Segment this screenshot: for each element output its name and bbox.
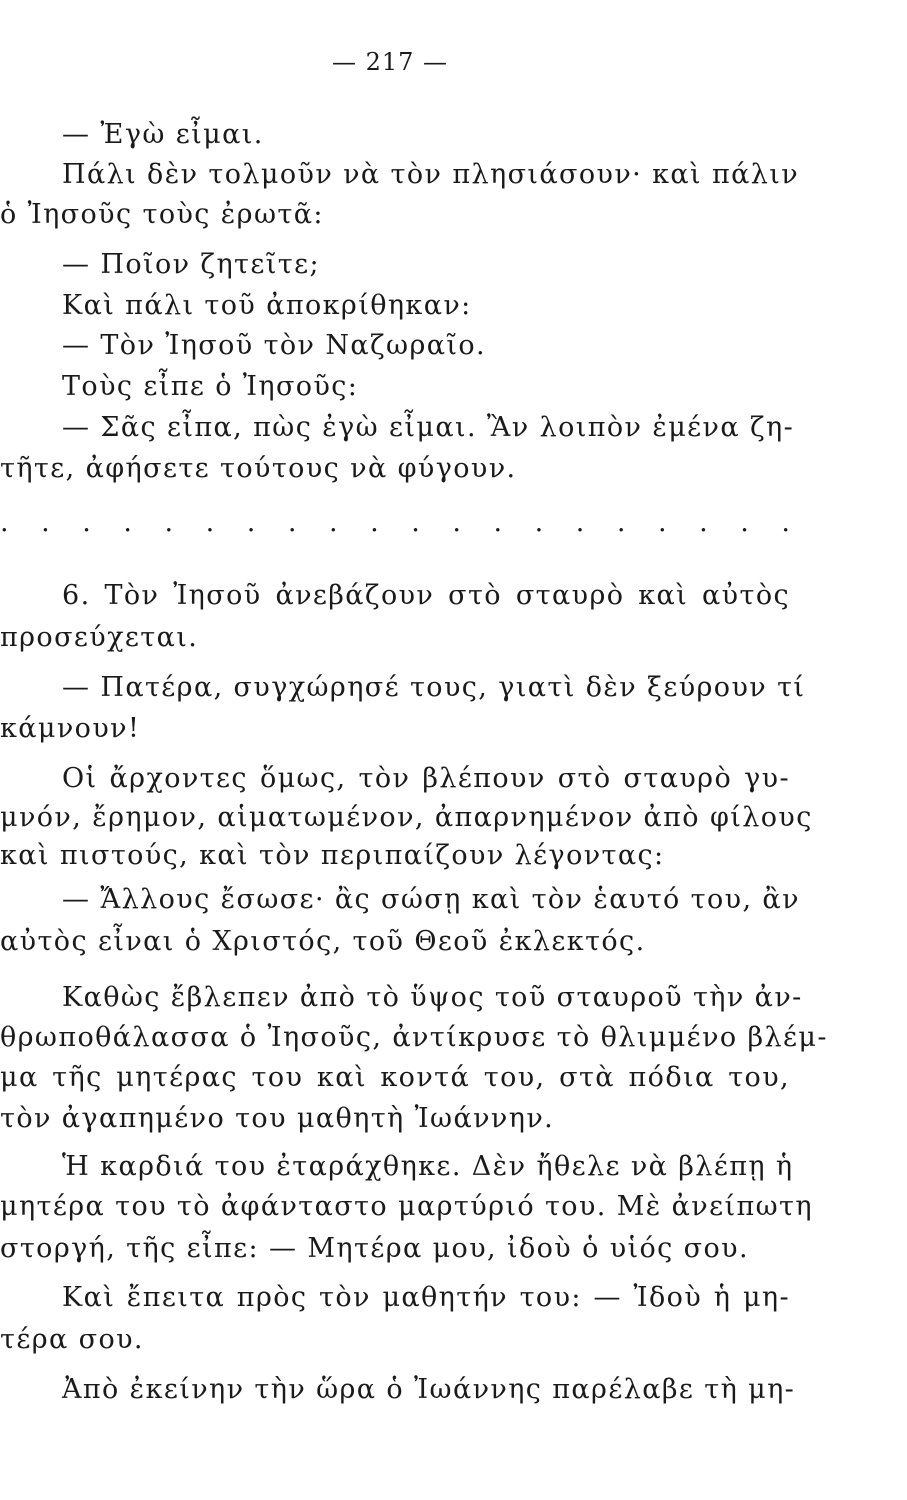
text-line: — Πατέρα, συγχώρησέ τους, γιατὶ δὲν ξεύρουν τί <box>62 672 806 703</box>
text-line: — Σᾶς εἶπα, πὼς ἐγὼ εἶμαι. Ἂν λοιπὸν ἐμένα ζη- <box>62 412 795 443</box>
text-line: — Τὸν Ἰησοῦ τὸν Ναζωραῖο. <box>62 330 486 361</box>
text-line: καὶ πιστούς, καὶ τὸν περιπαίζουν λέγοντας: <box>0 840 665 871</box>
text-line: Τοὺς εἶπε ὁ Ἰησοῦς: <box>62 371 359 402</box>
text-line: αὐτὸς εἶναι ὁ Χριστός, τοῦ Θεοῦ ἐκλεκτός. <box>0 926 646 957</box>
ellipsis-separator: . . . . . . . . . . . . . . . . . . . . <box>0 507 790 538</box>
page-number: — 217 — <box>331 48 449 76</box>
text-line: τέρα σου. <box>0 1324 144 1355</box>
text-line: Ἀπὸ ἐκείνην τὴν ὥρα ὁ Ἰωάννης παρέλαβε τὴ μη- <box>62 1374 796 1405</box>
text-line: στοργή, τῆς εἶπε: — Μητέρα μου, ἰδοὺ ὁ υἱός σου. <box>0 1233 749 1264</box>
text-line: 6. Τὸν Ἰησοῦ ἀνεβάζουν στὸ σταυρὸ καὶ αὐτὸς <box>62 580 790 611</box>
text-line: Καθὼς ἔβλεπεν ἀπὸ τὸ ὕψος τοῦ σταυροῦ τὴν ἀν- <box>62 982 803 1013</box>
text-line: θρωποθάλασσα ὁ Ἰησοῦς, ἀντίκρυσε τὸ θλιμμένο βλέμ- <box>0 1022 828 1053</box>
text-line: Πάλι δὲν τολμοῦν νὰ τὸν πλησιάσουν· καὶ πάλιν <box>62 159 800 190</box>
text-line: μα τῆς μητέρας του καὶ κοντά του, στὰ πόδια του, <box>0 1062 790 1093</box>
text-line: Καὶ ἔπειτα πρὸς τὸν μαθητήν του: — Ἰδοὺ ἡ μη- <box>62 1282 790 1313</box>
text-line: — Ἐγὼ εἶμαι. <box>62 119 264 150</box>
text-line: Ἡ καρδιά του ἐταράχθηκε. Δὲν ἤθελε νὰ βλέπῃ ἡ <box>62 1151 794 1182</box>
text-line: Οἱ ἄρχοντες ὅμως, τὸν βλέπουν στὸ σταυρὸ γυ- <box>62 763 790 794</box>
text-line: τὸν ἀγαπημένο του μαθητὴ Ἰωάννην. <box>0 1103 555 1134</box>
text-line: προσεύχεται. <box>0 622 199 653</box>
text-line: Καὶ πάλι τοῦ ἀποκρίθηκαν: <box>62 290 472 321</box>
text-line: κάμνουν! <box>0 713 141 744</box>
text-line: ὁ Ἰησοῦς τοὺς ἐρωτᾶ: <box>0 199 324 230</box>
text-line: μητέρα του τὸ ἀφάνταστο μαρτύριό του. Μὲ ἀνείπωτη <box>0 1191 813 1222</box>
text-line: — Ἄλλους ἔσωσε· ἂς σώσῃ καὶ τὸν ἑαυτό του, ἂν <box>62 884 800 915</box>
text-line: μνόν, ἔρημον, αἱματωμένον, ἀπαρνημένον ἀπὸ φίλους <box>0 802 813 833</box>
text-line: — Ποῖον ζητεῖτε; <box>62 249 320 280</box>
text-line: τῆτε, ἀφήσετε τούτους νὰ φύγουν. <box>0 453 517 484</box>
